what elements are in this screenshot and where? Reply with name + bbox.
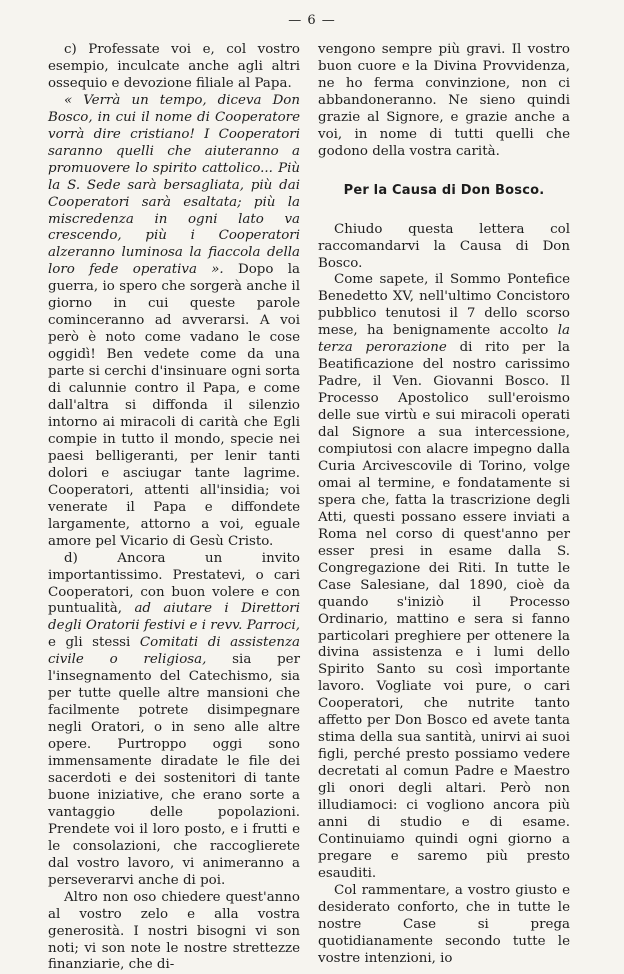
paragraph-quote xyxy=(48,93,300,551)
paragraph-closing-right-text: Col rammentare, a vostro giusto e desiderato conforto, che in tutte le nostre Case si prega quotidianamente secondo tutte le vostre intenzioni, io xyxy=(318,882,570,966)
paragraph-c-text: c) Professate voi e, col vostro esempio, inculcate anche agli altri ossequio e devozione filiale al Papa. xyxy=(48,42,300,91)
paragraph-d-text-c: sia per l'insegnamento del Catechismo, sia per tutte quelle altre mansioni che facilmente potrete disimpegnare negli Oratori, o in seno alle altre opere. Purtroppo oggi sono immensamente diradate le file dei sacerdoti e dei sostenitori di tante buone iniziative, che erano sorte a vantaggio delle popolazioni. Prendete voi il loro posto, e i frutti e le consolazioni, che raccoglierete dal vostro lavoro, vi animeranno a perseverarvi anche di poi. xyxy=(48,652,300,888)
paragraph-d-italic-2: Comitati di assistenza civile o religiosa, xyxy=(48,635,300,668)
paragraph-c xyxy=(48,42,300,93)
section-heading: Per la Causa di Don Bosco. xyxy=(343,182,545,198)
paragraph-d-italic-1: ad aiutare i Direttori degli Oratorii festivi e i revv. Parroci, xyxy=(48,601,300,634)
paragraph-cause-details-text-b: di rito per la Beatificazione del nostro carissimo Padre, il Ven. Giovanni Bosco. Il Processo Apostolico sull'eroismo delle sue virtù e sui miracoli operati dal Signore a sua intercessione, compiutosi con alacre impegno dalla Curia Arcivescovile di Torino, volge omai al termine, e fondatamente si spera che, fatta la trascrizione degli Atti, questi possano essere inviati a Roma nel corso di quest'anno per esser presi in esame dalla S. Congregazione dei Riti. In tutte le Case Salesiane, dal 1890, cioè da quando s'iniziò il Processo Ordinario, mattino e sera si fanno particolari preghiere per ottenere la divina assistenza e i lumi dello Spirito Santo su così importante lavoro. Vogliate voi pure, o cari Cooperatori, che nutrite tanto affetto per Don Bosco ed avete tanta stima della sua santità, unirvi ai suoi figli, perché presto possiamo vedere decretati al comun Padre e Maestro gli onori degli altari. Però non illudiamoci: ci vogliono ancora più anni di studio e di esame. Continuiamo quindi ogni giorno a pregare e saremo più presto esauditi. xyxy=(318,340,570,881)
paragraph-continuation xyxy=(318,42,570,161)
paragraph-d xyxy=(48,551,300,890)
paragraph-cause-details xyxy=(318,272,570,882)
paragraph-d-text-b: e gli stessi xyxy=(48,635,131,651)
left-column xyxy=(48,42,300,974)
right-column xyxy=(318,42,570,968)
paragraph-quote-continuation: Dopo la guerra, io spero che sorgerà anche il giorno in cui queste parole cominceranno ad avverarsi. A voi però è noto come vadano le cose oggidì! Ben vedete come da una parte si cerchi d'insinuare ogni sorta di calunnie contro il Papa, e come dall'altra si diffonda il silenzio intorno ai miracoli di carità che Egli compie in tutto il mondo, specie nei paesi belligeranti, per lenir tanti dolori e asciugar tante lagrime. Cooperatori, attenti all'insidia; voi venerate il Papa e diffondete largamente, attorno a voi, eguale amore pel Vicario di Gesù Cristo. xyxy=(48,262,300,549)
paragraph-cause-intro-text: Chiudo questa lettera col raccomandarvi la Causa di Don Bosco. xyxy=(318,221,570,271)
paragraph-continuation-text: vengono sempre più gravi. Il vostro buon cuore e la Divina Provvidenza, ne ho ferma convinzione, non ci abbandoneranno. Ne sieno quindi grazie al Signore, e grazie anche a voi, in nome di tutti quelli che godono della vostra carità. xyxy=(318,42,570,159)
paragraph-closing-right xyxy=(318,883,570,968)
paragraph-cause-intro xyxy=(318,222,570,273)
paragraph-closing-left xyxy=(48,890,300,974)
paragraph-closing-left-text: Altro non oso chiedere quest'anno al vostro zelo e alla vostra generosità. I nostri bisogni vi son noti; vi son note le nostre strettezze finanziarie, che di- xyxy=(48,889,300,973)
paragraph-d-text-a: d) Ancora un invito importantissimo. Prestatevi, o cari Cooperatori, con buon volere e con puntualità, xyxy=(48,550,300,617)
page-number: — 6 — xyxy=(288,13,336,28)
paragraph-cause-details-text-a: Come sapete, il Sommo Pontefice Benedetto XV, nell'ultimo Concistoro pubblico tenutosi il 7 dello scorso mese, ha benignamente accolto xyxy=(318,272,570,339)
don-bosco-quote: « Verrà un tempo, diceva Don Bosco, in cui il nome di Cooperatore vorrà dire cristiano! I Cooperatori saranno quelli che aiuteranno a promuovere lo spirito cattolico... Più la S. Sede sarà bersagliata, più dai Cooperatori sarà esaltata; più la miscredenza in ogni lato va crescendo, più i Cooperatori alzeranno luminosa la fiaccola della loro fede operativa ». xyxy=(48,92,300,278)
paragraph-cause-details-italic: la terza perorazione xyxy=(318,323,570,356)
